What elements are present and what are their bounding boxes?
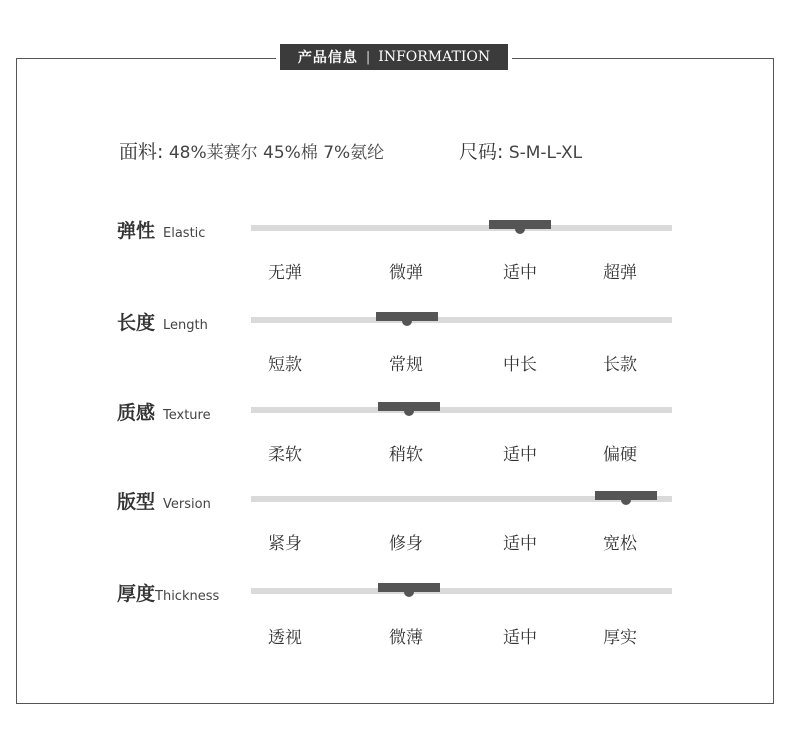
- option-label: 微弹: [389, 263, 423, 283]
- size-label: 尺码:: [459, 141, 504, 163]
- attr-name-en: Texture: [163, 408, 211, 423]
- option-label: 紧身: [268, 534, 302, 554]
- attr-row-thickness: [0, 583, 790, 661]
- attr-name-en: Length: [163, 318, 208, 333]
- option-label: 适中: [503, 263, 537, 283]
- attr-row-version: [0, 491, 790, 569]
- attr-title: [117, 579, 219, 606]
- attr-name-en: Elastic: [163, 226, 206, 241]
- attr-name-cn: 质感: [117, 402, 156, 424]
- attr-name-en: Thickness: [155, 589, 220, 604]
- attr-name-cn: 弹性: [117, 220, 156, 242]
- level-track: [251, 407, 672, 413]
- option-label: 超弹: [603, 263, 637, 283]
- option-label: 无弹: [268, 263, 302, 283]
- level-marker: [376, 312, 438, 321]
- option-label: 中长: [503, 355, 537, 375]
- option-label: 微薄: [389, 628, 423, 648]
- attr-title: [117, 308, 208, 335]
- header-title-en: INFORMATION: [378, 49, 491, 65]
- level-marker: [489, 220, 551, 229]
- option-label: 厚实: [603, 628, 637, 648]
- option-label: 宽松: [603, 534, 637, 554]
- attr-name-cn: 长度: [117, 312, 156, 334]
- spec-line: [119, 137, 679, 161]
- fabric-label: 面料:: [119, 141, 164, 163]
- attr-row-length: [0, 312, 790, 390]
- level-track: [251, 588, 672, 594]
- attr-name-en: Version: [163, 497, 211, 512]
- option-label: 稍软: [389, 445, 423, 465]
- option-label: 适中: [503, 534, 537, 554]
- option-label: 偏硬: [603, 445, 637, 465]
- level-track: [251, 225, 672, 231]
- attr-title: [117, 398, 211, 425]
- attr-title: [117, 216, 205, 243]
- option-label: 修身: [389, 534, 423, 554]
- option-label: 长款: [603, 355, 637, 375]
- fabric-value: 48%莱赛尔 45%棉 7%氨纶: [168, 143, 385, 163]
- attr-row-elastic: [0, 220, 790, 298]
- header-title-cn: 产品信息: [297, 50, 358, 66]
- level-marker: [378, 402, 440, 411]
- header-tab: [280, 44, 508, 70]
- attr-name-cn: 版型: [117, 491, 156, 513]
- option-label: 短款: [268, 355, 302, 375]
- option-label: 适中: [503, 628, 537, 648]
- size-value: S-M-L-XL: [508, 143, 583, 163]
- option-label: 常规: [389, 355, 423, 375]
- level-track: [251, 317, 672, 323]
- size-spec: [459, 137, 582, 164]
- level-track: [251, 496, 672, 502]
- level-marker: [595, 491, 657, 500]
- option-label: 柔软: [268, 445, 302, 465]
- attr-row-texture: [0, 402, 790, 480]
- attr-name-cn: 厚度: [117, 583, 156, 605]
- fabric-spec: [119, 137, 384, 164]
- header-separator: |: [365, 49, 371, 65]
- option-label: 适中: [503, 445, 537, 465]
- option-label: 透视: [268, 628, 302, 648]
- attr-title: [117, 487, 211, 514]
- level-marker: [378, 583, 440, 592]
